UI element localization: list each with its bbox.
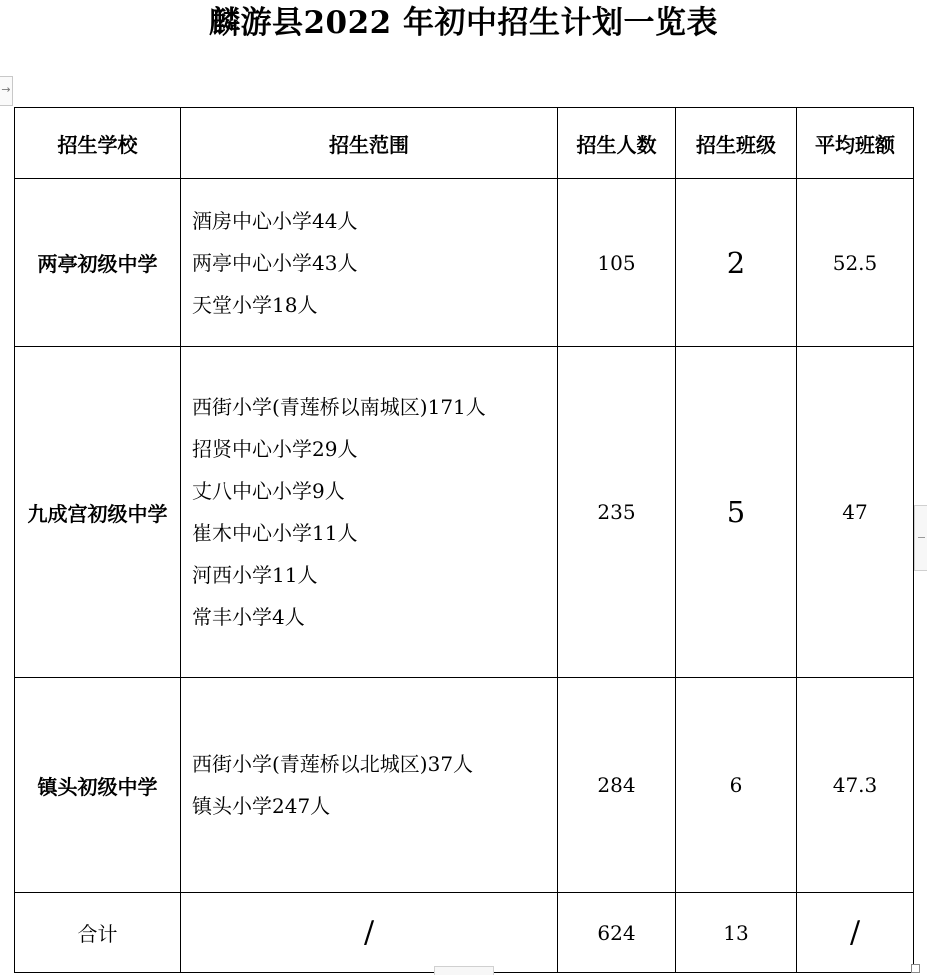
- range-line: 酒房中心小学44人: [192, 208, 358, 233]
- range-line: 西街小学(青莲桥以北城区)37人: [192, 752, 474, 776]
- range-cell: [181, 347, 558, 678]
- range-cell: [181, 678, 558, 893]
- range-line: 河西小学11人: [192, 563, 318, 587]
- total-average: /: [797, 893, 914, 973]
- header-students: 招生人数: [558, 108, 676, 179]
- row-resize-handle[interactable]: [914, 505, 927, 571]
- table-move-handle-icon[interactable]: →: [0, 76, 13, 106]
- classes-count: 6: [676, 678, 797, 893]
- students-count: 284: [558, 678, 676, 893]
- header-row: [15, 108, 914, 179]
- total-row: [15, 893, 914, 973]
- average-size: 47: [797, 347, 914, 678]
- school-name: 镇头初级中学: [15, 678, 181, 893]
- range-cell: [181, 179, 558, 347]
- header-classes: 招生班级: [676, 108, 797, 179]
- range-line: 招贤中心小学29人: [192, 437, 358, 461]
- range-line: 两亭中心小学43人: [192, 250, 358, 275]
- school-name: 九成宫初级中学: [15, 347, 181, 678]
- range-line: 镇头小学247人: [192, 794, 331, 818]
- range-line: 崔木中心小学11人: [192, 521, 358, 545]
- enrollment-table: [14, 107, 914, 973]
- students-count: 105: [558, 179, 676, 347]
- range-line: 西街小学(青莲桥以南城区)171人: [192, 395, 486, 419]
- header-average: 平均班额: [797, 108, 914, 179]
- classes-count: 2: [676, 179, 797, 347]
- range-line: 天堂小学18人: [192, 292, 318, 317]
- classes-count: 5: [676, 347, 797, 678]
- table-row: [15, 179, 914, 347]
- header-range: 招生范围: [181, 108, 558, 179]
- average-size: 52.5: [797, 179, 914, 347]
- table-row: [15, 678, 914, 893]
- range-line: 常丰小学4人: [192, 605, 305, 629]
- range-line: 丈八中心小学9人: [192, 479, 345, 503]
- table-resize-corner[interactable]: [911, 964, 920, 973]
- total-label: 合计: [15, 893, 181, 973]
- total-students: 624: [558, 893, 676, 973]
- total-classes: 13: [676, 893, 797, 973]
- average-size: 47.3: [797, 678, 914, 893]
- page-title: 麟游县2022 年初中招生计划一览表: [208, 5, 719, 41]
- table-row: [15, 347, 914, 678]
- students-count: 235: [558, 347, 676, 678]
- header-school: 招生学校: [15, 108, 181, 179]
- total-range: /: [181, 893, 558, 973]
- school-name: 两亭初级中学: [15, 179, 181, 347]
